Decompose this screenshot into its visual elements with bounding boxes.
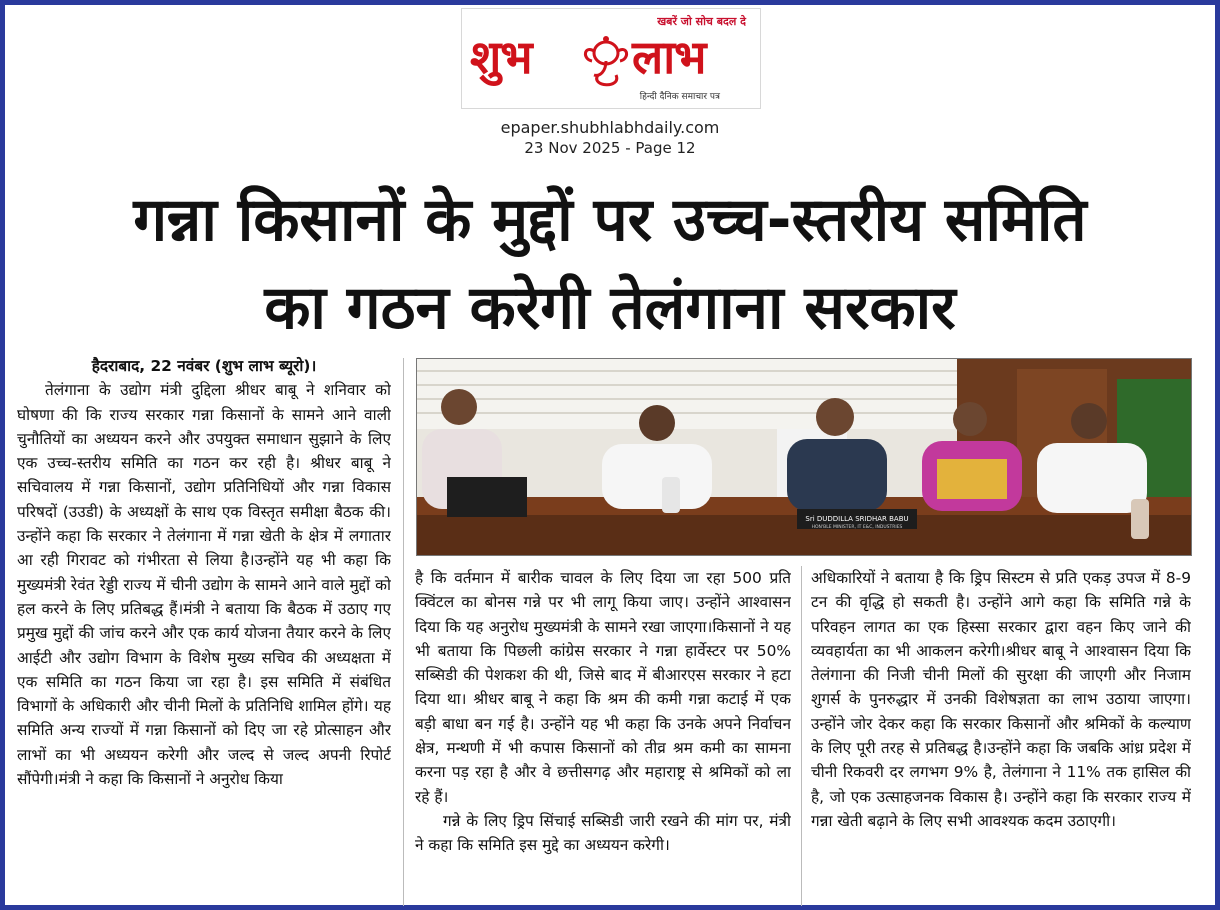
column-2-paragraph-2: गन्ने के लिए ड्रिप सिंचाई सब्सिडी जारी रखने की मांग पर, मंत्री ने कहा कि समिति इस मुद्दे का अध्ययन करेगी। [415,811,791,855]
column-1-text: तेलंगाना के उद्योग मंत्री दुद्दिला श्रीधर बाबू ने शनिवार को घोषणा की कि राज्य सरकार गन्ना किसानों के सामने आने वाली चुनौतियों का अध्ययन करने और उपयुक्त समाधान सुझाने के लिए एक उच्च-स्तरीय समिति का गठन कर रही है। श्रीधर बाबू ने सचिवालय में गन्ना किसानों, उद्योग प्रतिनिधियों और गन्ना विकास परिषदों (उउडी) के अध्यक्षों के साथ एक विस्तृत समीक्षा बैठक की। उन्होंने कहा कि सरकार ने तेलंगाना में गन्ना खेती के क्षेत्र में लगातार आ रही गिरावट को गंभीरता से लिया है।उन्होंने यह भी कहा कि मुख्यमंत्री रेवंत रेड्डी राज्य में चीनी उद्योग के सामने आने वाले मुद्दों को हल करने के लिए प्रतिबद्ध हैं।मंत्री ने बताया कि बैठक में उठाए गए प्रमुख मुद्दों की जांच करने और एक कार्य योजना तैयार करने के लिए आईटी और उद्योग विभाग के विशेष मुख्य सचिव की अध्यक्षता में एक समिति का गठन किया जा रहा है। इस समिति में संबंधित विभागों के अधिकारी और चीनी मिलों के प्रतिनिधि शामिल होंगे। यह समिति अन्य राज्यों में गन्ना किसानों को दिए जा रहे प्रोत्साहन और लाभों का भी अध्ययन करेगी और जल्द से जल्द अपनी रिपोर्ट सौंपेगी।मंत्री ने कहा कि किसानों ने अनुरोध किया [17,381,391,789]
column-divider [403,358,404,906]
headline-line-1: गन्ना किसानों के मुद्दों पर उच्च-स्तरीय समिति [133,185,1087,255]
dateline: हैदराबाद, 22 नवंबर (शुभ लाभ ब्यूरो)। [91,357,317,375]
article-column-1 [17,354,391,908]
headline-line-2: का गठन करेगी तेलंगाना सरकार [264,273,956,343]
meeting-photo [416,358,1192,556]
article-headline [0,176,1220,352]
masthead-tagline: खबरें जो सोच बदल दे [657,15,746,28]
article-column-2 [415,566,791,906]
column-2-paragraph-1: है कि वर्तमान में बारीक चावल के लिए दिया जा रहा 500 प्रति क्विंटल का बोनस गन्ने पर भी लागू किया जाए। उन्होंने आश्वासन दिया कि यह अनुरोध मुख्यमंत्री के सामने रखा जाएगा।किसानों ने यह भी बताया कि पिछली कांग्रेस सरकार ने गन्ना हार्वेस्टर पर 50% सब्सिडी की पेशकश की थी, जिसे बाद में बीआरएस सरकार ने हटा दिया था। श्रीधर बाबू ने कहा कि श्रम की कमी गन्ना कटाई में एक बड़ी बाधा बन गई है। उन्होंने यह भी कहा कि उनके अपने निर्वाचन क्षेत्र, मन्थणी में भी कपास किसानों को तीव्र श्रम कमी का सामना करना पड़ रहा है और वे छत्तीसगढ़ और महाराष्ट्र से श्रमिकों को ला रहे हैं। [415,569,791,806]
column-divider [801,566,802,906]
masthead-logo[interactable] [461,8,761,109]
masthead-subtitle: हिन्दी दैनिक समाचार पत्र [639,92,720,102]
nameplate-text: Sri DUDDILLA SRIDHAR BABU [805,515,909,523]
epaper-url[interactable]: epaper.shubhlabhdaily.com [500,118,720,137]
column-3-text: अधिकारियों ने बताया है कि ड्रिप सिस्टम से प्रति एकड़ उपज में 8-9 टन की वृद्धि हो सकती है। उन्होंने आगे कहा कि समिति गन्ने के परिवहन लागत का एक हिस्सा सरकार द्वारा वहन किए जाने की व्यवहार्यता का भी आकलन करेगी।श्रीधर बाबू ने आश्वासन दिया कि तेलंगाना की निजी चीनी मिलों की सुरक्षा की जाएगी और निजाम शुगर्स के पुनरुद्धार में उनकी विशेषज्ञता का लाभ उठाया जाएगा। उन्होंने जोर देकर कहा कि सरकार किसानों और श्रमिकों के कल्याण के लिए पूरी तरह से प्रतिबद्ध है।उन्होंने कहा कि जबकि आंध्र प्रदेश में चीनी रिकवरी दर लगभग 9% है, तेलंगाना ने 11% तक हासिल की है, जो एक उत्साहजनक विकास है। उन्होंने कहा कि सरकार राज्य में गन्ना खेती बढ़ाने के लिए सभी आवश्यक कदम उठाएगी। [811,569,1191,830]
nameplate-subtext: HON'BLE MINISTER, IT E&C, INDUSTRIES [811,525,903,530]
brand-name-left: शुभ [470,30,532,84]
article-column-3 [811,566,1191,906]
brand-name-right: लाभ [632,30,706,84]
meeting-photo-illustration [417,359,1191,555]
edition-date-page: 23 Nov 2025 - Page 12 [524,139,696,157]
ganesha-emblem-icon [580,31,632,91]
